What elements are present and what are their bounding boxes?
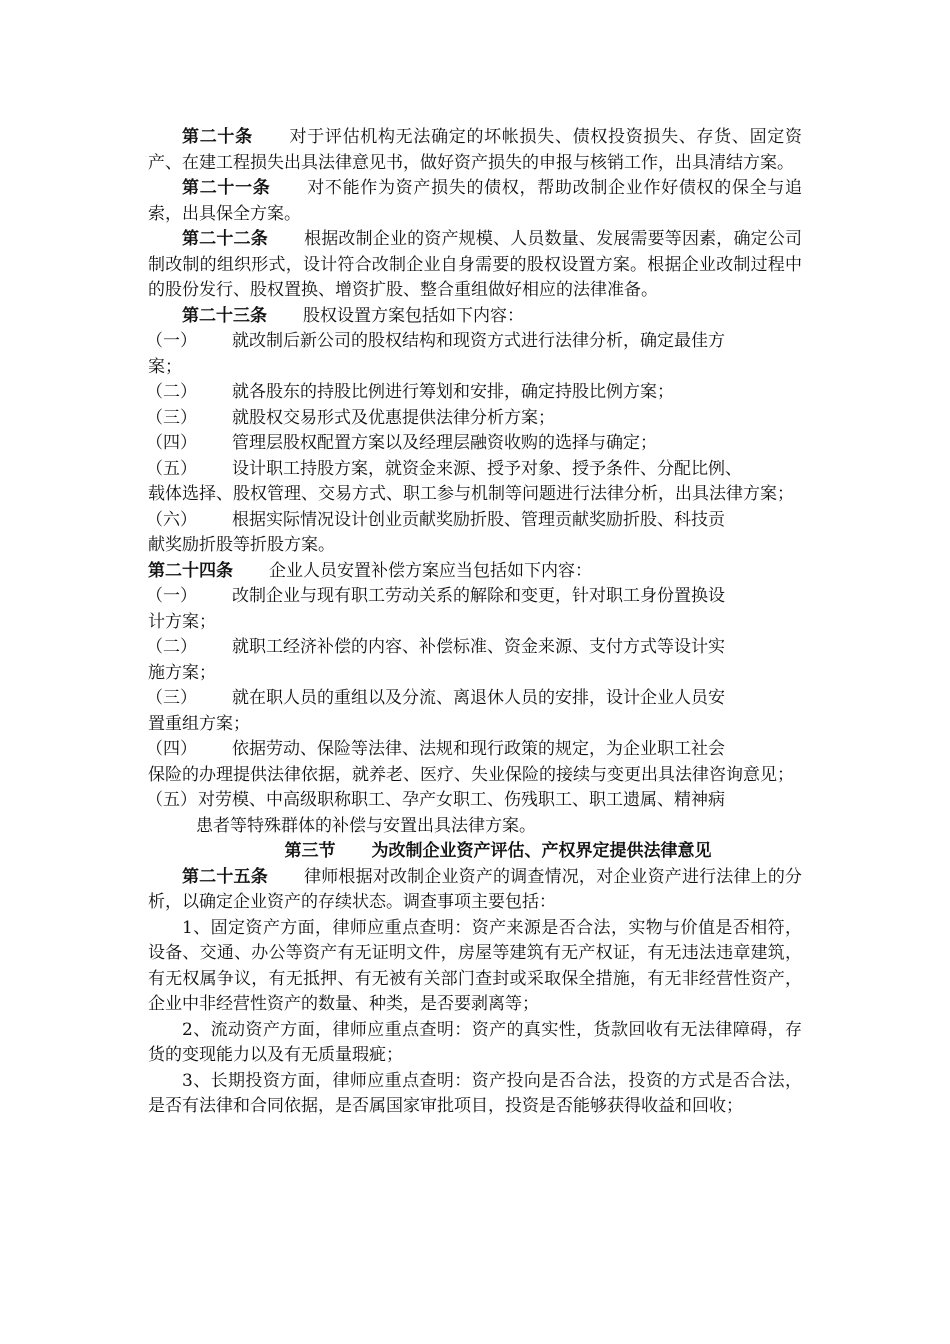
article-title: 第二十四条 (148, 560, 233, 581)
article-text: 股权设置方案包括如下内容： (303, 305, 524, 326)
article-22 (148, 227, 802, 304)
list-marker: （四） (146, 433, 197, 453)
list-text: 就在职人员的重组以及分流、离退休人员的安排，设计企业人员安 (232, 688, 725, 708)
article-text: 律师根据对改制企业资产的调查情况，对企业资产进行法律上的分析，以确定企业资产的存续状态。调查事项主要包括： (148, 866, 803, 912)
list-text: 改制企业与现有职工劳动关系的解除和变更，针对职工身份置换设 (232, 586, 725, 606)
article-25-point-1: 1、固定资产方面，律师应重点查明：资产来源是否合法，实物与价值是否相符，设备、交通、办公等资产有无证明文件，房屋等建筑有无产权证，有无违法违章建筑，有无权属争议，有无抵押、有无被有关部门查封或采取保全措施，有无非经营性资产，企业中非经营性资产的数量、种类，是否要剥离等； (148, 917, 802, 1014)
article-title: 第二十一条 (182, 178, 271, 198)
list-item (148, 508, 802, 534)
list-text: 管理层股权配置方案以及经理层融资收购的选择与确定； (232, 433, 657, 453)
article-title: 第二十条 (182, 127, 253, 147)
article-title: 第二十五条 (182, 866, 268, 887)
section-title: 为改制企业资产评估、产权界定提供法律意见 (371, 841, 712, 861)
list-text-continued: 保险的办理提供法律依据，就养老、医疗、失业保险的接续与变更出具法律咨询意见； (148, 764, 794, 785)
list-marker: （四） (146, 739, 197, 759)
article-24 (148, 559, 802, 585)
list-item (148, 329, 802, 355)
article-20 (148, 125, 802, 176)
list-item (148, 431, 802, 457)
list-text: 根据实际情况设计创业贡献奖励折股、管理贡献奖励折股、科技贡 (232, 509, 725, 530)
list-text: 设计职工持股方案，就资金来源、授予对象、授予条件、分配比例、 (232, 458, 742, 479)
list-marker: （六） (146, 509, 197, 530)
list-text-continued: 载体选择、股权管理、交易方式、职工参与机制等问题进行法律分析，出具法律方案； (148, 484, 794, 504)
list-marker: （三） (146, 688, 197, 708)
list-text-continued: 置重组方案； (148, 713, 250, 734)
list-marker: （一） (146, 586, 197, 606)
list-text-continued: 案； (148, 356, 182, 377)
list-marker: （二） (146, 382, 197, 402)
list-item (148, 584, 802, 610)
list-text: 就改制后新公司的股权结构和现资方式进行法律分析，确定最佳方 (232, 331, 725, 351)
list-text: 就股权交易形式及优惠提供法律分析方案； (232, 407, 555, 428)
list-text-continued: 施方案； (148, 662, 216, 683)
article-text: 企业人员安置补偿方案应当包括如下内容： (269, 560, 592, 581)
list-marker: （三） (146, 407, 197, 428)
section-heading (148, 839, 802, 865)
section-label: 第三节 (284, 841, 336, 861)
list-text-continued: 计方案； (148, 611, 216, 632)
article-25-point-2: 2、流动资产方面，律师应重点查明：资产的真实性，货款回收有无法律障碍，存货的变现能力以及有无质量瑕疵； (148, 1019, 802, 1065)
article-24-list (148, 584, 802, 839)
list-item (148, 457, 802, 483)
list-item (148, 788, 802, 814)
list-marker: （五） (146, 458, 197, 479)
list-item (148, 686, 802, 712)
article-21 (148, 176, 802, 227)
list-text: 依据劳动、保险等法律、法规和现行政策的规定，为企业职工社会 (232, 739, 725, 759)
list-text: 对劳模、中高级职称职工、孕产女职工、伤残职工、职工遗属、精神病 (198, 790, 725, 810)
article-25-point-3: 3、长期投资方面，律师应重点查明：资产投向是否合法，投资的方式是否合法，是否有法律和合同依据，是否属国家审批项目，投资是否能够获得收益和回收； (148, 1070, 802, 1116)
list-marker: （一） (146, 331, 197, 351)
article-23 (148, 304, 802, 330)
article-23-list (148, 329, 802, 559)
list-item (148, 737, 802, 763)
article-text: 对不能作为资产损失的债权，帮助改制企业作好债权的保全与追索，出具保全方案。 (148, 178, 803, 224)
list-item (148, 406, 802, 432)
list-text: 就各股东的持股比例进行筹划和安排，确定持股比例方案； (232, 382, 674, 402)
article-text: 对于评估机构无法确定的坏帐损失、债权投资损失、存货、固定资产、在建工程损失出具法律意见书，做好资产损失的申报与核销工作，出具清结方案。 (148, 127, 803, 173)
list-marker: （五） (146, 790, 197, 810)
list-marker: （二） (146, 637, 197, 657)
list-text-continued: 患者等特殊群体的补偿与安置出具法律方案。 (196, 815, 536, 836)
article-title: 第二十二条 (182, 229, 268, 249)
list-item (148, 635, 802, 661)
article-25 (148, 865, 802, 916)
article-text: 根据改制企业的资产规模、人员数量、发展需要等因素，确定公司制改制的组织形式，设计符合改制企业自身需要的股权设置方案。根据企业改制过程中的股份发行、股权置换、增资扩股、整合重组做好相应的法律准备。 (148, 229, 803, 300)
list-text: 就职工经济补偿的内容、补偿标准、资金来源、支付方式等设计实 (232, 637, 725, 657)
list-item (148, 380, 802, 406)
article-title: 第二十三条 (182, 305, 267, 326)
list-text-continued: 献奖励折股等折股方案。 (148, 535, 335, 555)
